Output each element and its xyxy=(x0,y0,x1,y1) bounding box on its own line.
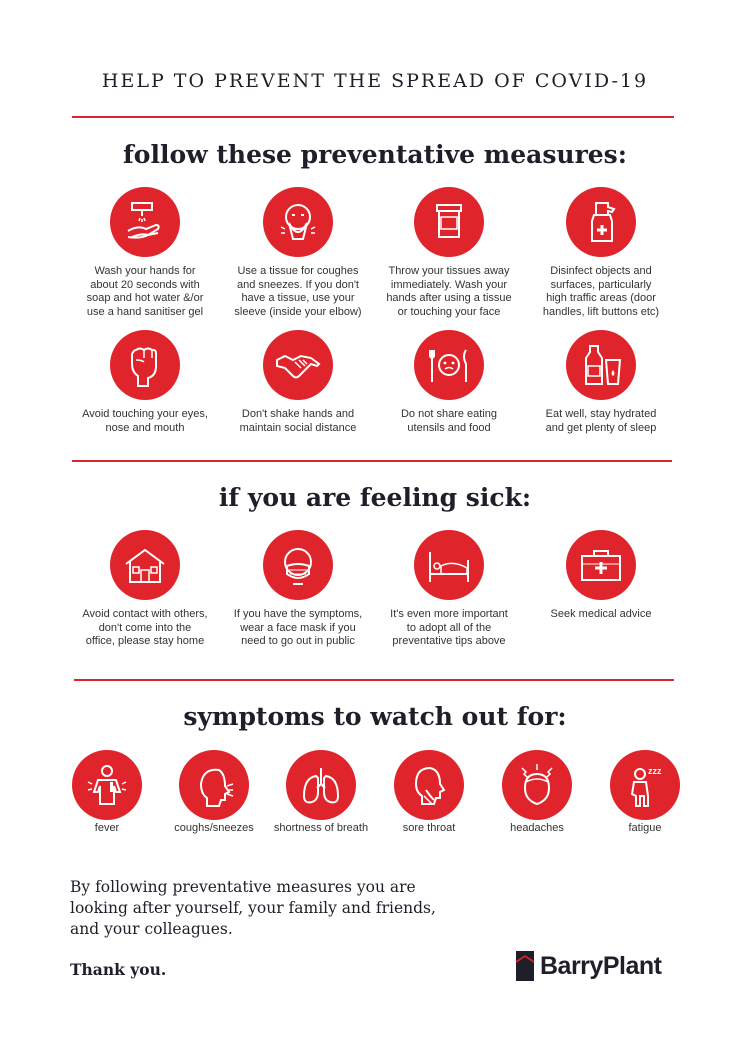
measure-item xyxy=(55,750,159,836)
measure-item xyxy=(269,750,373,836)
measure-caption xyxy=(223,608,373,649)
section-title-symptoms: symptoms to watch out for: xyxy=(183,702,567,731)
bottle-glass-icon xyxy=(576,340,626,390)
footer-line: looking after yourself, your family and friends, xyxy=(70,899,436,917)
measure-caption xyxy=(55,822,159,836)
measure-item xyxy=(162,750,266,836)
caption-line: maintain social distance xyxy=(239,421,357,434)
measure-item xyxy=(485,750,589,836)
tissue-sneeze-icon xyxy=(273,197,323,247)
caption-line: hands after using a tissue xyxy=(386,292,512,304)
bed-icon xyxy=(424,540,474,590)
sore-throat-icon xyxy=(404,760,454,810)
icon-circle xyxy=(414,530,484,600)
caption-line: surfaces, particularly xyxy=(550,278,652,291)
brand-mark-icon xyxy=(516,951,534,981)
caption-line: high traffic areas (door xyxy=(546,292,656,304)
measure-caption xyxy=(374,608,524,649)
divider xyxy=(74,679,674,681)
icon-circle xyxy=(179,750,249,820)
caption-line: Eat well, stay hydrated xyxy=(545,408,657,420)
caption-line: fever xyxy=(94,822,120,834)
caption-line: soap and hot water &/or xyxy=(86,292,204,304)
caption-line: headaches xyxy=(510,822,564,834)
icon-circle xyxy=(414,187,484,257)
measure-item xyxy=(70,187,220,319)
measure-item xyxy=(526,187,676,319)
caption-line: nose and mouth xyxy=(105,421,185,434)
fatigue-icon xyxy=(620,760,670,810)
caption-line: wear a face mask if you xyxy=(240,621,356,634)
caption-line: Disinfect objects and xyxy=(550,265,652,277)
caption-line: about 20 seconds with xyxy=(90,278,200,291)
measure-caption xyxy=(593,822,697,836)
medical-bag-icon xyxy=(576,540,626,590)
caption-line: Throw your tissues away xyxy=(388,265,510,277)
icon-circle xyxy=(394,750,464,820)
measure-caption xyxy=(526,408,676,435)
caption-line: Wash your hands for xyxy=(94,265,196,277)
house-icon xyxy=(120,540,170,590)
caption-line: If you have the symptoms, xyxy=(233,608,363,620)
measure-item xyxy=(526,530,676,622)
caption-line: shortness of breath xyxy=(273,822,369,834)
caption-line: Avoid touching your eyes, xyxy=(82,408,208,420)
fist-icon xyxy=(120,340,170,390)
caption-line: sore throat xyxy=(402,822,456,834)
caption-line: need to go out in public xyxy=(241,635,355,647)
spray-bottle-icon xyxy=(576,197,626,247)
section-title-sick: if you are feeling sick: xyxy=(218,483,532,512)
footer-line: and your colleagues. xyxy=(70,920,233,938)
divider xyxy=(72,460,672,462)
icon-circle xyxy=(72,750,142,820)
measure-item xyxy=(374,330,524,435)
caption-line: to adopt all of the xyxy=(406,621,492,634)
measure-item xyxy=(70,330,220,435)
caption-line: Don't shake hands and xyxy=(241,408,355,420)
handshake-icon xyxy=(273,340,323,390)
hand-washing-icon xyxy=(120,197,170,247)
page-title: HELP TO PREVENT THE SPREAD OF COVID-19 xyxy=(101,70,649,92)
caption-line: fatigue xyxy=(628,822,662,834)
caption-line: have a tissue, use your xyxy=(241,292,355,304)
icon-circle xyxy=(263,330,333,400)
caption-line: handles, lift buttons etc) xyxy=(542,305,660,318)
measure-caption xyxy=(526,265,676,319)
icon-circle xyxy=(286,750,356,820)
icon-circle xyxy=(610,750,680,820)
measure-item xyxy=(377,750,481,836)
measure-caption xyxy=(269,822,373,836)
icon-circle xyxy=(414,330,484,400)
measure-caption xyxy=(223,408,373,435)
icon-circle xyxy=(263,530,333,600)
measure-caption xyxy=(374,265,524,319)
plate-utensils-icon xyxy=(424,340,474,390)
caption-line: Seek medical advice xyxy=(550,608,652,620)
measure-caption xyxy=(374,408,524,435)
caption-line: Do not share eating xyxy=(400,408,497,420)
caption-line: or touching your face xyxy=(397,305,501,318)
fever-icon xyxy=(82,760,132,810)
icon-circle xyxy=(566,187,636,257)
measure-caption xyxy=(70,608,220,649)
measure-item xyxy=(374,187,524,319)
measure-caption xyxy=(377,822,481,836)
brand-name: BarryPlant xyxy=(540,951,662,980)
measure-caption xyxy=(70,265,220,319)
caption-line: It's even more important xyxy=(390,608,508,620)
footer-message xyxy=(70,877,490,940)
measure-item xyxy=(374,530,524,649)
measure-caption xyxy=(526,608,676,622)
icon-circle xyxy=(502,750,572,820)
caption-line: don't come into the xyxy=(98,621,192,634)
lungs-icon xyxy=(296,760,346,810)
icon-circle xyxy=(566,330,636,400)
caption-line: immediately. Wash your xyxy=(390,278,508,291)
footer-line: By following preventative measures you are xyxy=(70,878,416,896)
caption-line: preventative tips above xyxy=(392,635,506,647)
brand-logo xyxy=(516,951,661,981)
caption-line: coughs/sneezes xyxy=(174,822,254,834)
measure-caption xyxy=(223,265,373,319)
icon-circle xyxy=(110,530,180,600)
measure-item xyxy=(526,330,676,435)
measure-caption xyxy=(485,822,589,836)
caption-line: office, please stay home xyxy=(85,635,205,647)
caption-line: and get plenty of sleep xyxy=(545,421,657,434)
measure-item xyxy=(593,750,697,836)
thank-you-text: Thank you. xyxy=(70,960,167,979)
icon-circle xyxy=(263,187,333,257)
caption-line: utensils and food xyxy=(407,421,491,434)
measure-item xyxy=(223,330,373,435)
caption-line: sleeve (inside your elbow) xyxy=(234,305,362,318)
caption-line: Avoid contact with others, xyxy=(82,608,208,620)
measure-item xyxy=(223,187,373,319)
section-title-prevent: follow these preventative measures: xyxy=(123,140,627,169)
icon-circle xyxy=(110,330,180,400)
caption-line: and sneezes. If you don't xyxy=(237,278,359,291)
measure-item xyxy=(70,530,220,649)
divider xyxy=(72,116,674,118)
headache-icon xyxy=(512,760,562,810)
icon-circle xyxy=(566,530,636,600)
measure-caption xyxy=(162,822,266,836)
cough-icon xyxy=(189,760,239,810)
svg-text:zzz: zzz xyxy=(648,766,662,776)
caption-line: Use a tissue for coughes xyxy=(237,265,359,277)
bin-icon xyxy=(424,197,474,247)
caption-line: use a hand sanitiser gel xyxy=(86,305,204,318)
face-mask-icon xyxy=(273,540,323,590)
icon-circle xyxy=(110,187,180,257)
measure-caption xyxy=(70,408,220,435)
measure-item xyxy=(223,530,373,649)
